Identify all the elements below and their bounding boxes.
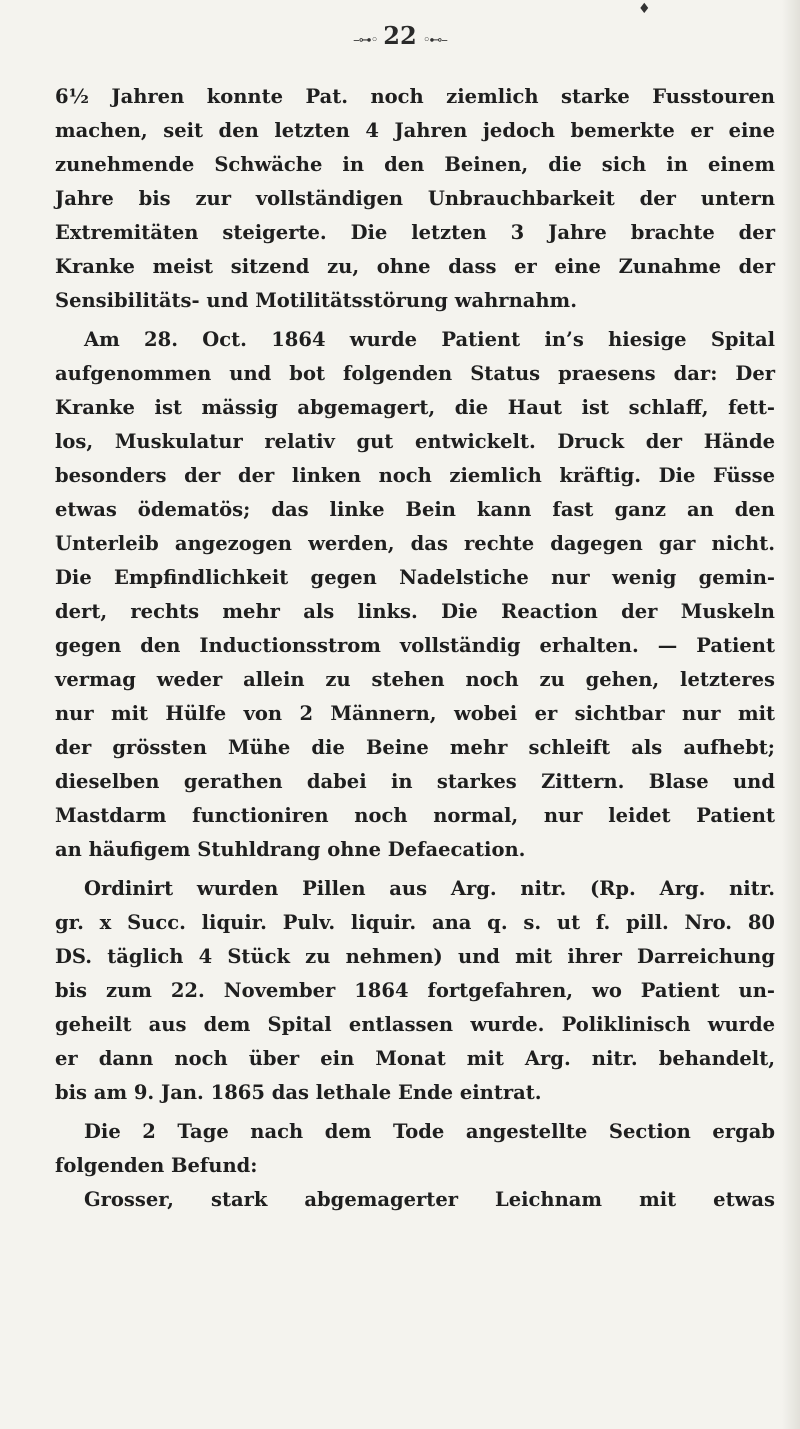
text-line: los, Muskulatur relativ gut entwickelt. Druck der Hände	[55, 430, 775, 453]
text-line: etwas ödematös; das linke Bein kann fast ganz an den	[55, 498, 775, 521]
top-mark-glyph: ♦	[638, 1, 651, 17]
text-line: an häufigem Stuhldrang ohne Defaecation.	[55, 838, 526, 861]
text-line: Am 28. Oct. 1864 wurde Patient in’s hiesige Spital	[84, 328, 775, 351]
text-line: 6½ Jahren konnte Pat. noch ziemlich starke Fusstouren	[55, 85, 775, 108]
text-line: dieselben gerathen dabei in starkes Zittern. Blase und	[55, 770, 775, 793]
text-line: Die 2 Tage nach dem Tode angestellte Section ergab	[84, 1120, 775, 1143]
page-header	[0, 22, 800, 55]
text-line: vermag weder allein zu stehen noch zu gehen, letzteres	[55, 668, 775, 691]
text-line: zunehmende Schwäche in den Beinen, die sich in einem	[55, 153, 775, 176]
text-line: Jahre bis zur vollständigen Unbrauchbarkeit der untern	[55, 187, 775, 210]
text-line: Kranke ist mässig abgemagert, die Haut ist schlaff, fett-	[55, 396, 775, 419]
page-number: 22	[383, 21, 417, 50]
text-line: Ordinirt wurden Pillen aus Arg. nitr. (Rp. Arg. nitr.	[84, 877, 775, 900]
text-line: gegen den Inductionsstrom vollständig erhalten. — Patient	[55, 634, 775, 657]
paragraph-2	[55, 323, 775, 867]
text-line: aufgenommen und bot folgenden Status praesens dar: Der	[55, 362, 775, 385]
text-line: Kranke meist sitzend zu, ohne dass er eine Zunahme der	[55, 255, 775, 278]
text-line: geheilt aus dem Spital entlassen wurde. Poliklinisch wurde	[55, 1013, 775, 1036]
text-line: bis zum 22. November 1864 fortgefahren, wo Patient un-	[55, 979, 775, 1002]
text-line: bis am 9. Jan. 1865 das lethale Ende eintrat.	[55, 1081, 542, 1104]
text-line: Sensibilitäts- und Motilitätsstörung wahrnahm.	[55, 289, 577, 312]
ornament-left: –⊶◦	[353, 33, 378, 48]
page-edge-shadow	[782, 0, 800, 1429]
text-line: gr. x Succ. liquir. Pulv. liquir. ana q. s. ut f. pill. Nro. 80	[55, 911, 775, 934]
text-line: dert, rechts mehr als links. Die Reaction der Muskeln	[55, 600, 775, 623]
text-line: Extremitäten steigerte. Die letzten 3 Jahre brachte der	[55, 221, 775, 244]
paragraph-4	[55, 1115, 775, 1217]
text-line: nur mit Hülfe von 2 Männern, wobei er sichtbar nur mit	[55, 702, 775, 725]
text-line: DS. täglich 4 Stück zu nehmen) und mit ihrer Darreichung	[55, 945, 775, 968]
text-line: besonders der der linken noch ziemlich kräftig. Die Füsse	[55, 464, 775, 487]
paragraph-3	[55, 872, 775, 1110]
paragraph-1	[55, 80, 775, 318]
text-line: Die Empfindlichkeit gegen Nadelstiche nur wenig gemin-	[55, 566, 775, 589]
text-line: er dann noch über ein Monat mit Arg. nitr. behandelt,	[55, 1047, 775, 1070]
text-line: folgenden Befund:	[55, 1154, 258, 1177]
ornament-right: ◦⊷–	[422, 33, 447, 48]
text-line: der grössten Mühe die Beine mehr schleift als aufhebt;	[55, 736, 775, 759]
text-line: machen, seit den letzten 4 Jahren jedoch bemerkte er eine	[55, 119, 775, 142]
body-text	[55, 80, 775, 1217]
text-line: Mastdarm functioniren noch normal, nur leidet Patient	[55, 804, 775, 827]
text-line: Grosser, stark abgemagerter Leichnam mit etwas	[84, 1188, 775, 1211]
text-line: Unterleib angezogen werden, das rechte dagegen gar nicht.	[55, 532, 775, 555]
